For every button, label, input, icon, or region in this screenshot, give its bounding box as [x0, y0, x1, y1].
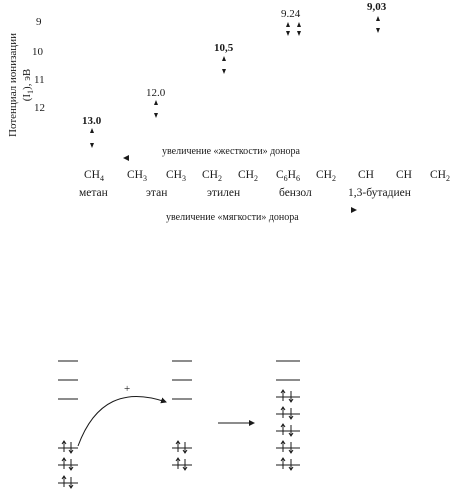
y-axis-title — [7, 33, 35, 137]
electron-pair-icon — [281, 424, 293, 436]
softness-arrow — [166, 207, 357, 223]
y-tick-10: 10 — [32, 46, 43, 58]
double-arrow-ethane — [154, 100, 158, 118]
double-arrow-methane — [90, 128, 94, 148]
name-butadiene: 1,3-бутадиен — [348, 187, 411, 199]
value-label-butadiene: 9,03 — [367, 1, 387, 13]
point-benzene — [281, 8, 301, 36]
electron-pair-icon — [281, 407, 293, 419]
y-axis-title-line2: $(I_1)$, эВ — [21, 68, 35, 102]
formula-butadiene-ch2-b: $CH_2$ — [430, 169, 450, 183]
name-methane: метан — [79, 187, 108, 199]
curved-transfer-arrow — [78, 396, 166, 446]
electron-pair-icon — [281, 390, 293, 402]
electron-pair-icon — [281, 458, 293, 470]
value-label-methane: 13.0 — [82, 115, 102, 127]
hardness-arrow — [123, 146, 301, 161]
formula-methane: $CH_4$ — [84, 169, 104, 183]
formula-butadiene-ch-b: CH — [396, 169, 412, 181]
electron-pair-icon — [62, 441, 73, 453]
point-methane — [82, 115, 102, 148]
double-arrow-ethylene — [222, 56, 226, 74]
value-label-ethane: 12.0 — [146, 87, 166, 99]
point-ethylene — [214, 42, 234, 74]
name-benzene: бензол — [279, 187, 312, 199]
formula-butadiene-ch2-a: $CH_2$ — [316, 169, 336, 183]
electron-pair-icon — [281, 441, 293, 453]
name-ethane: этан — [146, 187, 168, 199]
y-tick-12: 12 — [34, 102, 45, 114]
value-label-benzene: 9.24 — [281, 8, 301, 20]
electron-pair-icon — [62, 476, 73, 488]
y-tick-9: 9 — [36, 16, 42, 28]
electron-pair-icon — [176, 458, 187, 470]
plus-sign: + — [124, 383, 131, 395]
value-label-ethylene: 10,5 — [214, 42, 234, 54]
y-tick-11: 11 — [34, 74, 45, 86]
electron-pair-icon — [62, 458, 73, 470]
point-ethane — [146, 87, 166, 118]
formula-row — [84, 169, 450, 183]
point-butadiene — [367, 1, 387, 33]
name-ethylene: этилен — [207, 187, 241, 199]
hardness-label: увеличение «жесткости» донора — [162, 146, 300, 157]
formula-ethane-ch3-b: $CH_3$ — [166, 169, 186, 183]
orbital-diagram — [58, 361, 300, 488]
double-arrow-benzene-left — [286, 22, 290, 36]
formula-butadiene-ch-a: CH — [358, 169, 374, 181]
acceptor-levels — [172, 361, 192, 470]
double-arrow-butadiene — [376, 16, 380, 33]
formula-ethylene-ch2-b: $CH_2$ — [238, 169, 258, 183]
complex-levels — [276, 361, 300, 470]
formula-benzene: $C_6H_6$ — [276, 169, 300, 183]
y-axis-ticks — [32, 16, 45, 114]
arrow-left-icon — [123, 155, 129, 161]
softness-label: увеличение «мягкости» донора — [166, 212, 299, 223]
names-row — [79, 187, 411, 199]
arrow-right-icon — [351, 207, 357, 213]
donor-levels — [58, 361, 78, 488]
y-axis-title-line1: Потенциал ионизации — [7, 33, 19, 137]
electron-pair-icon — [176, 441, 187, 453]
double-arrow-benzene-right — [297, 22, 301, 36]
formula-ethylene-ch2-a: $CH_2$ — [202, 169, 222, 183]
formula-ethane-ch3-a: $CH_3$ — [127, 169, 147, 183]
